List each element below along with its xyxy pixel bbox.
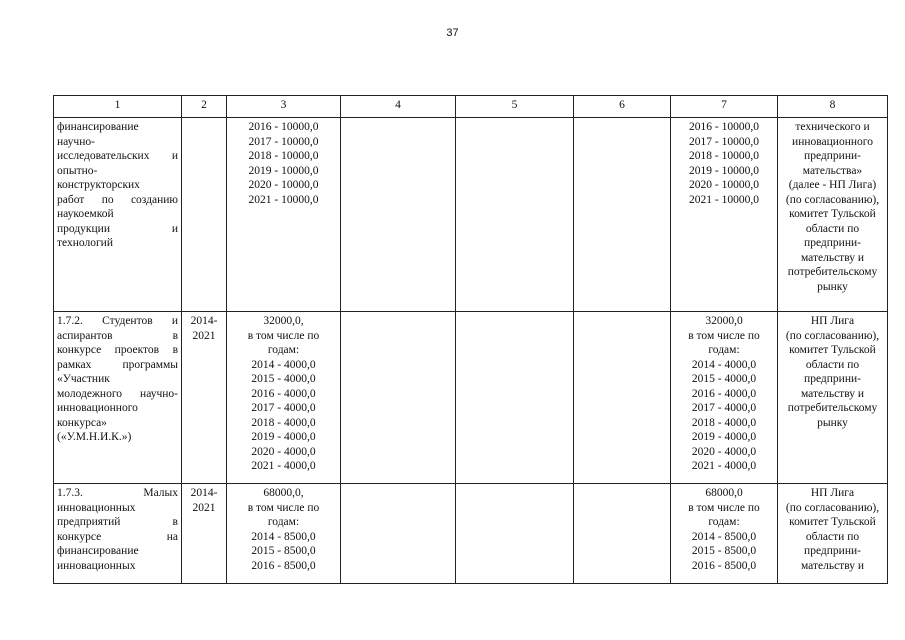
cell-text-line: 2014- (190, 315, 218, 327)
period-cell (182, 312, 227, 484)
cell-text-line: рынку (817, 280, 848, 293)
cell-text-line: области по (805, 530, 860, 543)
cell-text-line: годам: (708, 516, 740, 528)
cell-text-line: 2019 - 10000,0 (248, 164, 319, 177)
period-cell (182, 484, 227, 584)
cell-text-line: 2016 - 8500,0 (251, 559, 316, 572)
cell-text-line: 2020 - 4000,0 (691, 445, 757, 458)
cell-text-line: 2019 - 4000,0 (251, 431, 316, 443)
cell-text-line: («У.М.Н.И.К.») (57, 431, 132, 443)
cell-text-line: 2019 - 10000,0 (689, 164, 759, 177)
header-cell: 4 (341, 96, 456, 118)
cell-text-line: годам: (267, 516, 300, 528)
funding-total-cell (227, 312, 341, 484)
table-header-row (54, 96, 888, 118)
cell-text-line: в том числе по (247, 501, 320, 514)
table-row (54, 118, 888, 312)
cell-text-line: 32000,0 (705, 315, 743, 327)
empty-cell (574, 312, 671, 484)
header-cell: 1 (54, 96, 182, 118)
header-cell: 5 (456, 96, 574, 118)
cell-text-line: 1.7.2. Студентов и (57, 315, 178, 327)
cell-text-line: 2016 - 10000,0 (689, 121, 759, 133)
header-cell: 7 (671, 96, 778, 118)
header-cell: 6 (574, 96, 671, 118)
empty-cell (574, 484, 671, 584)
cell-text-line: технического и (795, 121, 870, 133)
cell-text-line: 2018 - 10000,0 (248, 150, 319, 162)
cell-text-line: инновационных (57, 559, 136, 572)
cell-text-line: 2021 - 4000,0 (251, 460, 316, 472)
cell-text-line: области по (805, 222, 860, 235)
cell-text-line: НП Лига (810, 315, 855, 327)
header-cell: 3 (227, 96, 341, 118)
executor-cell (778, 484, 888, 584)
cell-text-line: годам: (708, 344, 740, 356)
measure-name-cell (54, 118, 182, 312)
cell-text-line: 2021 - 10000,0 (248, 193, 319, 206)
cell-text-line: инновационного (57, 402, 138, 414)
empty-cell (341, 312, 456, 484)
cell-text-line: в том числе по (688, 329, 760, 342)
empty-cell (456, 484, 574, 584)
cell-text-line: опытно- (57, 164, 98, 177)
cell-text-line: потребительскому (787, 266, 878, 278)
cell-text-line: наукоемкой (57, 208, 114, 220)
table-row (54, 484, 888, 584)
cell-text-line: 2017 - 4000,0 (251, 402, 316, 414)
cell-text-line: мательству и (800, 559, 865, 572)
executor-cell (778, 312, 888, 484)
measure-name-cell (54, 312, 182, 484)
cell-text-line: 2015 - 4000,0 (251, 373, 316, 385)
executor-cell (778, 118, 888, 312)
cell-text-line: 2014 - 8500,0 (251, 530, 316, 543)
cell-text-line: 2014- (190, 487, 218, 499)
program-table (53, 95, 888, 584)
cell-text-line: 2020 - 10000,0 (689, 179, 759, 191)
cell-text-line: конструкторских (57, 179, 140, 191)
cell-text-line: 2015 - 8500,0 (251, 545, 316, 557)
cell-text-line: «Участник (57, 373, 110, 385)
cell-text-line: в том числе по (247, 329, 320, 342)
cell-text-line: молодежного научно- (57, 387, 178, 400)
cell-text-line: 2016 - 10000,0 (248, 121, 319, 133)
empty-cell (574, 118, 671, 312)
funding-total-cell (227, 118, 341, 312)
cell-text-line: предприни- (804, 545, 861, 557)
cell-text-line: в том числе по (688, 501, 760, 514)
cell-text-line: предприни- (804, 150, 861, 162)
cell-text-line: 2020 - 10000,0 (248, 179, 319, 191)
cell-text-line: 2016 - 4000,0 (251, 387, 316, 400)
cell-text-line: 68000,0, (263, 487, 304, 499)
cell-text-line: (по согласованию), (785, 501, 880, 514)
cell-text-line: рынку (817, 416, 848, 429)
header-cell: 2 (182, 96, 227, 118)
cell-text-line: комитет Тульской (789, 516, 876, 528)
funding-total-cell (227, 484, 341, 584)
cell-text-line: 2021 (192, 501, 216, 514)
cell-text-line: 2015 - 4000,0 (691, 373, 757, 385)
empty-cell (456, 312, 574, 484)
cell-text-line: рамках программы (57, 358, 178, 371)
cell-text-line: 2017 - 10000,0 (248, 135, 319, 148)
cell-text-line: 32000,0, (263, 315, 304, 327)
cell-text-line: 2019 - 4000,0 (691, 431, 757, 443)
cell-text-line: 2014 - 4000,0 (251, 358, 316, 371)
cell-text-line: годам: (267, 344, 300, 356)
cell-text-line: 2021 - 10000,0 (689, 193, 759, 206)
cell-text-line: 2014 - 4000,0 (691, 358, 757, 371)
cell-text-line: мательству и (800, 387, 865, 400)
cell-text-line: предприни- (804, 373, 861, 385)
funding-source-cell (671, 484, 778, 584)
measure-name-cell (54, 484, 182, 584)
cell-text-line: конкурса» (57, 416, 107, 429)
cell-text-line: (по согласованию), (785, 193, 880, 206)
cell-text-line: потребительскому (787, 402, 878, 414)
cell-text-line: аспирантов в (57, 329, 178, 342)
cell-text-line: 2017 - 10000,0 (689, 135, 759, 148)
cell-text-line: конкурсе проектов в (57, 344, 178, 356)
cell-text-line: технологий (57, 237, 113, 249)
cell-text-line: 68000,0 (705, 487, 743, 499)
funding-source-cell (671, 118, 778, 312)
cell-text-line: исследовательских и (57, 150, 178, 162)
cell-text-line: (по согласованию), (785, 329, 880, 342)
empty-cell (341, 484, 456, 584)
cell-text-line: комитет Тульской (789, 344, 876, 356)
cell-text-line: финансирование (57, 545, 139, 557)
cell-text-line: мательства» (802, 164, 863, 177)
cell-text-line: мательству и (800, 251, 865, 264)
cell-text-line: 2018 - 4000,0 (691, 416, 757, 429)
cell-text-line: 2016 - 4000,0 (691, 387, 757, 400)
cell-text-line: продукции и (57, 222, 178, 235)
cell-text-line: 2015 - 8500,0 (691, 545, 757, 557)
header-cell: 8 (778, 96, 888, 118)
cell-text-line: комитет Тульской (789, 208, 876, 220)
cell-text-line: НП Лига (810, 487, 855, 499)
cell-text-line: предприни- (804, 237, 861, 249)
cell-text-line: предприятий в (57, 516, 178, 528)
cell-text-line: 2021 (192, 329, 216, 342)
cell-text-line: инновационного (792, 135, 873, 148)
empty-cell (456, 118, 574, 312)
cell-text-line: работ по созданию (57, 193, 178, 206)
cell-text-line: 2018 - 10000,0 (689, 150, 759, 162)
empty-cell (341, 118, 456, 312)
funding-source-cell (671, 312, 778, 484)
cell-text-line: конкурсе на (57, 530, 178, 543)
cell-text-line: инновационных (57, 501, 136, 514)
cell-text-line: 2017 - 4000,0 (691, 402, 757, 414)
cell-text-line: 2016 - 8500,0 (691, 559, 757, 572)
cell-text-line: 2021 - 4000,0 (691, 460, 757, 472)
table-row (54, 312, 888, 484)
cell-text-line: 1.7.3. Малых (57, 487, 178, 499)
page-number: 37 (446, 27, 459, 39)
cell-text-line: 2014 - 8500,0 (691, 530, 757, 543)
cell-text-line: финансирование (57, 121, 139, 133)
cell-text-line: 2020 - 4000,0 (251, 445, 316, 458)
cell-text-line: научно- (57, 135, 95, 148)
cell-text-line: (далее - НП Лига) (788, 179, 877, 191)
cell-text-line: области по (805, 358, 860, 371)
period-cell (182, 118, 227, 312)
cell-text-line: 2018 - 4000,0 (251, 416, 316, 429)
